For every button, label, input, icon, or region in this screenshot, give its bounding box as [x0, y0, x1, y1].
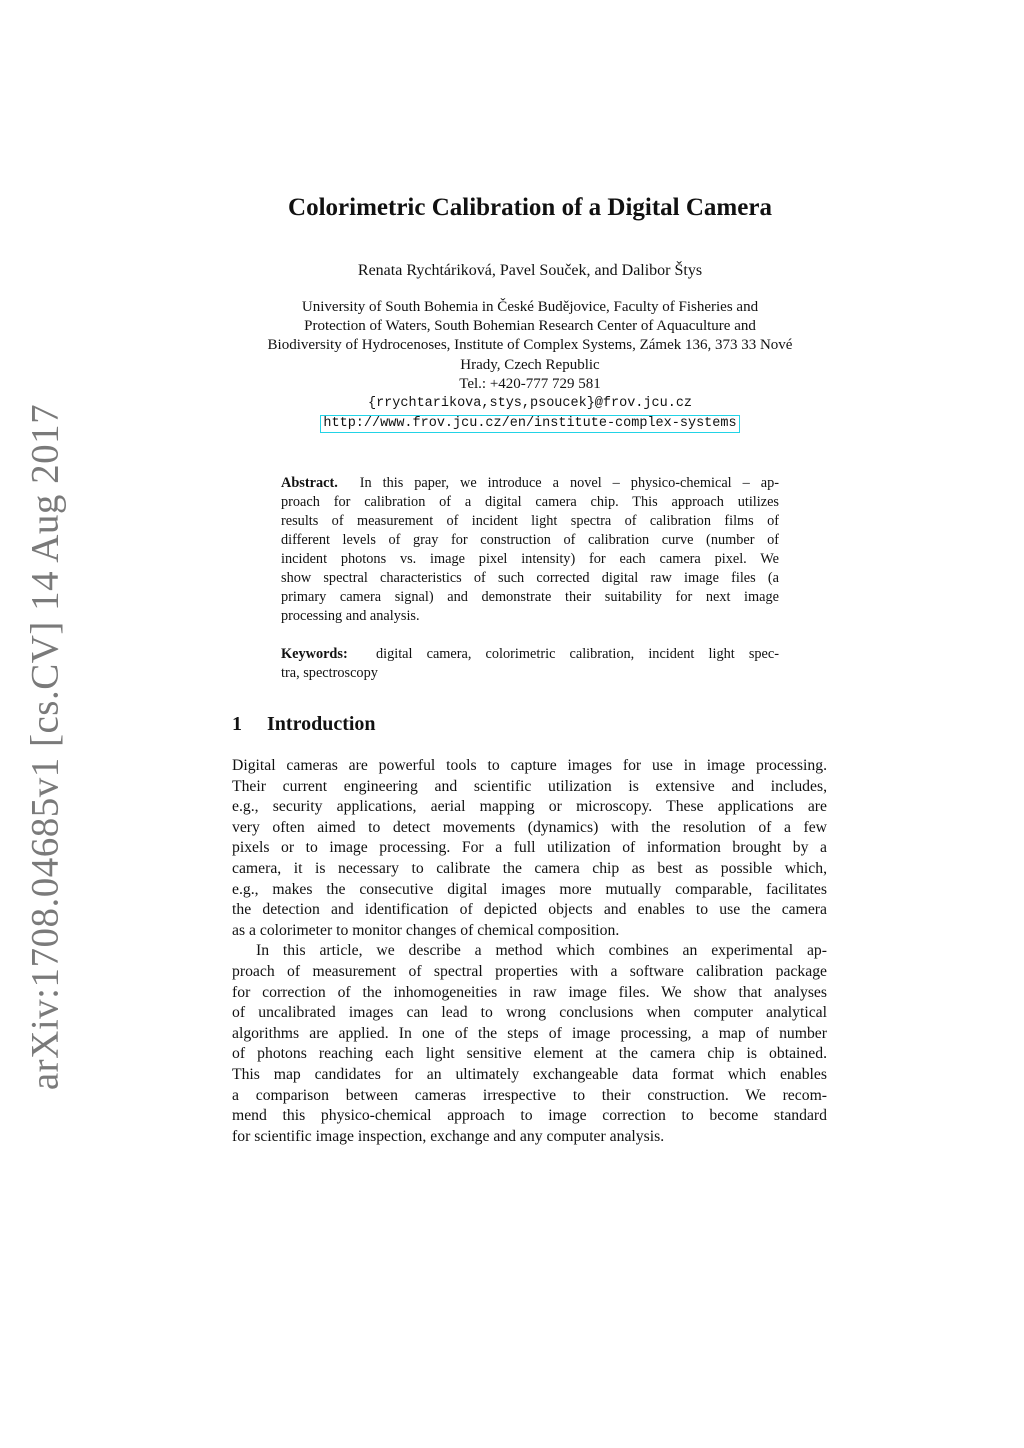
text-line: mend this physico-chemical approach to image correction to become standard [232, 1107, 827, 1125]
text-line: Their current engineering and scientific utilization is extensive and includes, [232, 777, 827, 795]
abstract-block [281, 474, 779, 683]
keywords-line [281, 645, 779, 664]
keywords-line: tra, spectroscopy [281, 665, 378, 681]
paper-title: Colorimetric Calibration of a Digital Camera [288, 194, 772, 221]
text-line: Digital cameras are powerful tools to capture images for use in image processing. [232, 757, 827, 774]
abstract-line [281, 474, 779, 493]
text-line: pixels or to image processing. For a full utilization of information brought by a [232, 839, 827, 857]
affiliation-line: Biodiversity of Hydrocenoses, Institute of Complex Systems, Zámek 136, 373 33 Nové [267, 337, 793, 354]
keywords-label: Keywords: [281, 646, 348, 662]
affiliation-block [222, 298, 838, 433]
text-line: of uncalibrated images can lead to wrong conclusions when computer analytical [232, 1004, 827, 1022]
text-line: a comparison between cameras irrespective to their construction. We recom- [232, 1086, 827, 1104]
text-line: for correction of the inhomogeneities in raw image files. We show that analyses [232, 983, 827, 1001]
section-number: 1 [232, 713, 242, 735]
abstract-line: primary camera signal) and demonstrate their suitability for next image [281, 589, 779, 605]
text-line: algorithms are applied. In one of the steps of image processing, a map of number [232, 1024, 827, 1042]
abstract-line: incident photons vs. image pixel intensity) for each camera pixel. We [281, 551, 779, 567]
author-list: Renata Rychtáriková, Pavel Souček, and Dalibor Štys [357, 262, 703, 279]
text-line: This map candidates for an ultimately exchangeable data format which enables [232, 1065, 827, 1083]
abstract-label: Abstract. [281, 475, 338, 491]
email-addresses: {rrychtarikova,stys,psoucek}@frov.jcu.cz [367, 396, 693, 412]
text-line: the detection and identification of depicted objects and enables to use the camera [232, 901, 827, 919]
text-line: In this article, we describe a method which combines an experimental ap- [256, 942, 827, 960]
text-line: proach of measurement of spectral properties with a software calibration package [232, 962, 827, 980]
section-title: Introduction [267, 713, 376, 735]
paragraph-1 [232, 756, 827, 941]
text-line: very often aimed to detect movements (dynamics) with the resolution of a few [232, 818, 827, 836]
abstract-text: In this paper, we introduce a novel – physico-chemical – ap- [359, 475, 779, 491]
text-line: e.g., security applications, aerial mapping or microscopy. These applications are [232, 798, 827, 816]
abstract-line: different levels of gray for construction of calibration curve (number of [281, 532, 779, 548]
abstract-line: show spectral characteristics of such corrected digital raw image files (a [281, 570, 779, 586]
abstract-line: results of measurement of incident light spectra of calibration films of [281, 513, 779, 529]
keywords-text: digital camera, colorimetric calibration, incident light spec- [375, 646, 779, 662]
text-line: e.g., makes the consecutive digital images more mutually comparable, facilitates [232, 880, 827, 898]
keywords-paragraph [281, 645, 779, 683]
text-line: of photons reaching each light sensitive element at the camera chip is obtained. [232, 1045, 827, 1063]
abstract-line: proach for calibration of a digital camera chip. This approach utilizes [281, 494, 779, 510]
affiliation-line: Hrady, Czech Republic [460, 356, 600, 373]
affiliation-line: University of South Bohemia in České Budějovice, Faculty of Fisheries and [301, 299, 759, 315]
institute-url-link[interactable]: http://www.frov.jcu.cz/en/institute-complex-systems [320, 415, 739, 433]
arxiv-identifier-stamp: arXiv:1708.04685v1 [cs.CV] 14 Aug 2017 [23, 403, 67, 1091]
telephone: Tel.: +420-777 729 581 [459, 375, 601, 392]
abstract-paragraph [281, 474, 779, 626]
section-heading-introduction [232, 713, 376, 736]
abstract-line: processing and analysis. [281, 608, 420, 624]
text-line: as a colorimeter to monitor changes of chemical composition. [232, 921, 620, 939]
text-line: camera, it is necessary to calibrate the camera chip as best as possible which, [232, 859, 827, 877]
text-line: for scientific image inspection, exchange and any computer analysis. [232, 1127, 665, 1145]
paragraph-2 [232, 941, 827, 1147]
introduction-body [232, 756, 827, 1147]
affiliation-line: Protection of Waters, South Bohemian Research Center of Aquaculture and [304, 318, 756, 335]
